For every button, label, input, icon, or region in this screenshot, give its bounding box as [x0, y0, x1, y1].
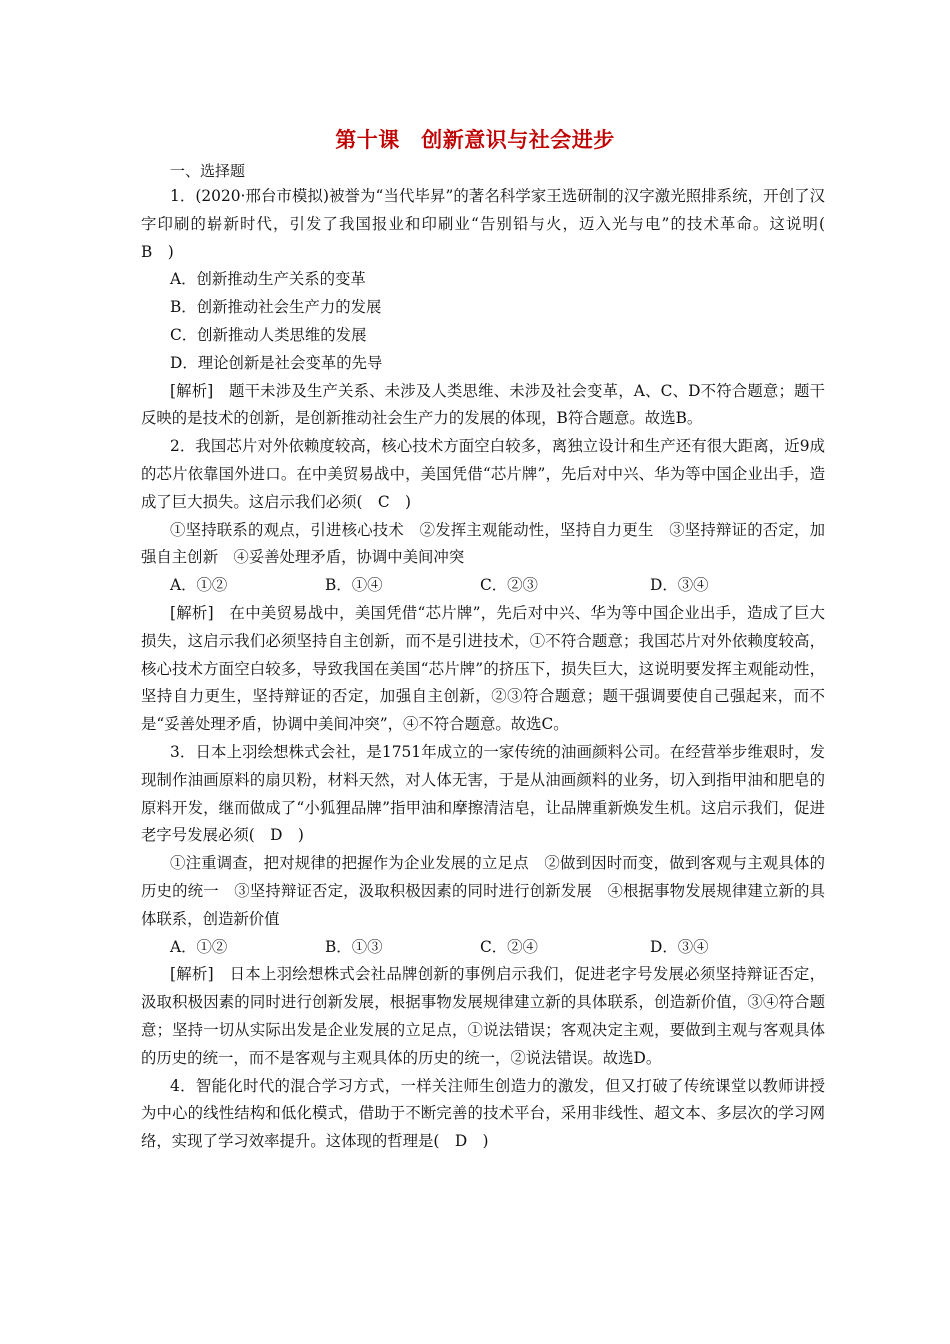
option: D．理论创新是社会变革的先导	[170, 353, 383, 372]
option: C．创新推动人类思维的发展	[170, 325, 367, 344]
statement-items: ①注重调查，把对规律的把握作为企业发展的立足点 ②做到因时而变，做到客观与主观具体的历史的统一 ③坚持辩证否定，汲取积极因素的同时进行创新发展 ④根据事物发展规律建立新的具体联系，创造新价值	[141, 854, 825, 928]
choice: B．①③	[325, 937, 383, 956]
choice: A．①②	[170, 576, 228, 595]
choice: C．②④	[480, 937, 538, 956]
choice: D．③④	[650, 576, 709, 595]
choice-row	[141, 572, 825, 600]
statement-items: ①坚持联系的观点，引进核心技术 ②发挥主观能动性，坚持自力更生 ③坚持辩证的否定，加强自主创新 ④妥善处理矛盾，协调中美间冲突	[141, 520, 825, 567]
option: A．创新推动生产关系的变革	[170, 270, 366, 289]
question-list	[141, 183, 841, 1156]
option: B．创新推动社会生产力的发展	[170, 298, 382, 317]
analysis: [解析] 题干未涉及生产关系、未涉及人类思维、未涉及社会变革，A、C、D不符合题意；题干反映的是技术的创新，是创新推动社会生产力的发展的体现，B符合题意。故选B。	[141, 381, 825, 428]
choice: B．①④	[325, 576, 383, 595]
page-title: 第十课 创新意识与社会进步	[335, 127, 615, 152]
analysis: [解析] 在中美贸易战中，美国凭借“芯片牌”，先后对中兴、华为等中国企业出手，造成了巨大损失，这启示我们必须坚持自主创新，而不是引进技术，①不符合题意；我国芯片对外依赖度较高，核心技术方面空白较多，导致我国在美国“芯片牌”的挤压下，损失巨大，这说明要发挥主观能动性，坚持自力更生，坚持辩证的否定，加强自主创新，②③符合题意；题干强调要使自己强起来，而不是“妥善处理矛盾，协调中美间冲突”，④不符合题意。故选C。	[141, 603, 825, 734]
question-stem: 1．(2020·邢台市模拟)被誉为“当代毕昇”的著名科学家王选研制的汉字激光照排系统，开创了汉字印刷的崭新时代，引发了我国报业和印刷业“告别铅与火，迈入光与电”的技术革命。这说明( B )	[141, 187, 841, 261]
analysis: [解析] 日本上羽绘想株式会社品牌创新的事例启示我们，促进老字号发展必须坚持辩证否定，汲取积极因素的同时进行创新发展，根据事物发展规律建立新的具体联系，创造新价值，③④符合题意；坚持一切从实际出发是企业发展的立足点，①说法错误；客观决定主观，要做到主观与客观具体的历史的统一，而不是客观与主观具体的历史的统一，②说法错误。故选D。	[141, 965, 825, 1067]
question-stem: 3．日本上羽绘想株式会社，是1751年成立的一家传统的油画颜料公司。在经营举步维艰时，发现制作油画原料的扇贝粉，材料天然，对人体无害，于是从油画颜料的业务，切入到指甲油和肥皂的原料开发，继而做成了“小狐狸品牌”指甲油和摩擦清洁皂，让品牌重新焕发生机。这启示我们，促进老字号发展必须( D )	[141, 742, 825, 845]
question-stem: 2．我国芯片对外依赖度较高，核心技术方面空白较多，离独立设计和生产还有很大距离，近9成的芯片依靠国外进口。在中美贸易战中，美国凭借“芯片牌”，先后对中兴、华为等中国企业出手，造成了巨大损失。这启示我们必须( C )	[141, 437, 825, 511]
choice: A．①②	[170, 937, 228, 956]
choice-row	[141, 934, 825, 962]
section-heading: 一、选择题	[170, 162, 246, 180]
choice: C．②③	[480, 576, 538, 595]
question-stem: 4．智能化时代的混合学习方式，一样关注师生创造力的激发，但又打破了传统课堂以教师讲授为中心的线性结构和低化模式，借助于不断完善的技术平台，采用非线性、超文本、多层次的学习网络，实现了学习效率提升。这体现的哲理是( D )	[141, 1076, 825, 1151]
choice: D．③④	[650, 937, 709, 956]
